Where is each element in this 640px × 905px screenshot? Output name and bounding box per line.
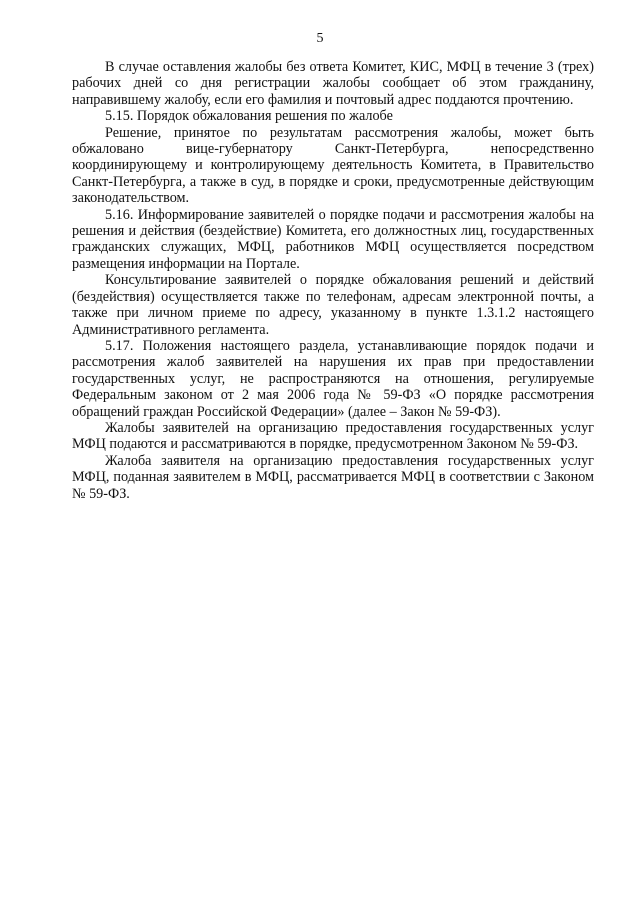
paragraph-mfc-complaints: Жалобы заявителей на организацию предоставления государственных услуг МФЦ подаются и рассматриваются в порядке, предусмотренном Законом № 59-ФЗ.: [72, 419, 594, 453]
paragraph-no-response-notice: В случае оставления жалобы без ответа Комитет, КИС, МФЦ в течение 3 (трех) рабочих дней со дня регистрации жалобы сообщает об этом гражданину, направившему жалобу, если его фамилия и почтовый адрес поддаются прочтению.: [72, 59, 594, 108]
page-number: 5: [316, 31, 324, 46]
paragraph-5-17-provisions: 5.17. Положения настоящего раздела, устанавливающие порядок подачи и рассмотрения жалоб заявителей на нарушения их прав при предоставлении государственных услуг, не распространяются на отношения, регулируемые Федеральным законом от 2 мая 2006 года № 59-ФЗ «О порядке рассмотрения обращений граждан Российской Федерации» (далее – Закон № 59-ФЗ).: [72, 337, 594, 420]
paragraph-heading-5-15: 5.15. Порядок обжалования решения по жалобе: [105, 108, 393, 125]
paragraph-mfc-complaint-review: Жалоба заявителя на организацию предоставления государственных услуг МФЦ, поданная заявителем в МФЦ, рассматривается МФЦ в соответствии с Законом № 59-ФЗ.: [72, 452, 594, 502]
paragraph-appeal-procedure: Решение, принятое по результатам рассмотрения жалобы, может быть обжаловано вице-губернатору Санкт-Петербурга, непосредственно координирующему и контролирующему деятельность Комитета, в Правительство Санкт-Петербурга, а также в суд, в порядке и сроки, предусмотренные действующим законодательством.: [72, 124, 594, 207]
document-body: [72, 59, 594, 502]
paragraph-consulting: Консультирование заявителей о порядке обжалования решений и действий (бездействия) осуществляется также по телефонам, адресам электронной почты, а также при личном приеме по адресу, указанному в пункте 1.3.1.2 настоящего Административного регламента.: [72, 272, 594, 338]
paragraph-5-16-informing: 5.16. Информирование заявителей о порядке подачи и рассмотрения жалобы на решения и действия (бездействие) Комитета, его должностных лиц, государственных гражданских служащих, МФЦ, работников МФЦ осуществляется посредством размещения информации на Портале.: [72, 206, 594, 272]
